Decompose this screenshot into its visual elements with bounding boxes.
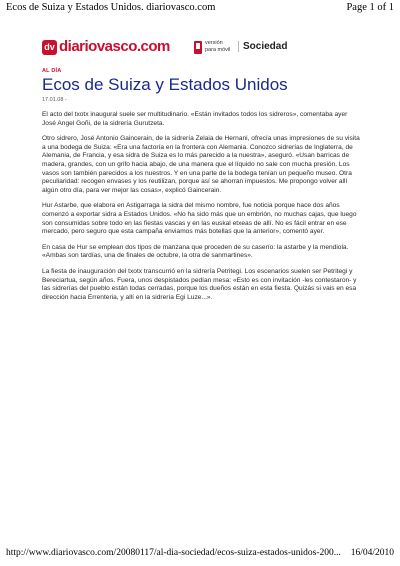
mobile-phone-icon [194, 41, 202, 54]
article-paragraph: Hur Astarbe, que elabora en Astigarraga la sidra del mismo nombre, fue noticia porque hace dos años comenzó a exportar sidra a Estados Unidos. «No ha sido más que un embrión, no muchas cajas, que luego son consumidas sobre todo en las fiestas vascas y en las euskal etxeas de allí. No es fácil entrar en ese mercado, pero seguro que esta campaña enviamos más botellas que la anterior», comentó ayer. [42, 202, 357, 236]
logo-badge-icon[interactable]: dv [42, 40, 57, 55]
mobile-version-link[interactable] [194, 40, 234, 56]
article-paragraph: La fiesta de inauguración del txotx transcurrió en la sidrería Petritegi. Los escenarios suelen ser Petritegi y Bereciartua, según años. Fuera, unos despistados pedían mesa: «Esto es con invitación -les contestaron- y las sidrerías del pueblo están todas cerradas, porque los dueños están en esta fiesta. Quizás si vais en esa dirección hacia Errenteria, y allí en la sidrería Egi Luze...». [42, 267, 357, 301]
print-footer [6, 548, 394, 562]
print-footer-date: 16/04/2010 [350, 548, 394, 558]
masthead [42, 38, 362, 58]
mobile-label-line1: versión [205, 40, 223, 46]
article-title: Ecos de Suiza y Estados Unidos [42, 75, 288, 94]
mobile-version-label [205, 40, 230, 54]
article-kicker[interactable]: AL DÍA [42, 68, 62, 74]
article-paragraph: En casa de Hur se emplean dos tipos de manzana que proceden de su caserío: la astarbe y la mendiola. «Ambas son tardías, una de finales de octubre, la otra de sanmartines». [42, 243, 349, 260]
article-paragraph: Otro sidrero, José Antonio Gaincerain, de la sidrería Zelaia de Hernani, ofrecía unas impresiones de su visita a una bodega de Suiza: «Era una factoría en la frontera con Alemania. Conozco sidrerías de Inglaterra, de Alemania, de Francia, y esa sidra de Suiza es lo más parecido a la nuestra», aseguró. «Usan barricas de madera, grandes, con un grifo hacia abajo, de una manera que el líquido no sale con mucha presión. Los vasos son también parecidos a los nuestros. Y en una parte de la bodega tenían un pequeño museo. Otra peculiaridad: recogen envases y los reutilizan, porque así se ahorran impuestos. Me propongo volver allí algún otro día, para ver mejor las cosas», explicó Gaincerain. [42, 135, 360, 194]
print-header-page: Page 1 of 1 [346, 2, 394, 13]
print-header [6, 2, 394, 16]
site-logo[interactable]: diariovasco.com [59, 38, 170, 55]
print-footer-url: http://www.diariovasco.com/20080117/al-dia-sociedad/ecos-suiza-estados-unidos-200... [6, 548, 341, 558]
print-header-title: Ecos de Suiza y Estados Unidos. diariovasco.com [6, 2, 216, 13]
mobile-label-line2: para móvil [205, 47, 231, 53]
section-label[interactable]: Sociedad [238, 41, 287, 52]
article-paragraph: El acto del txotx inaugural suele ser multitudinario. «Están invitados todos los sidreros», comentaba ayer José Angel Goñi, de la sidrería Gurutzeta. [42, 111, 348, 127]
article-date: 17.01.08 - [42, 97, 67, 103]
article [42, 68, 362, 309]
